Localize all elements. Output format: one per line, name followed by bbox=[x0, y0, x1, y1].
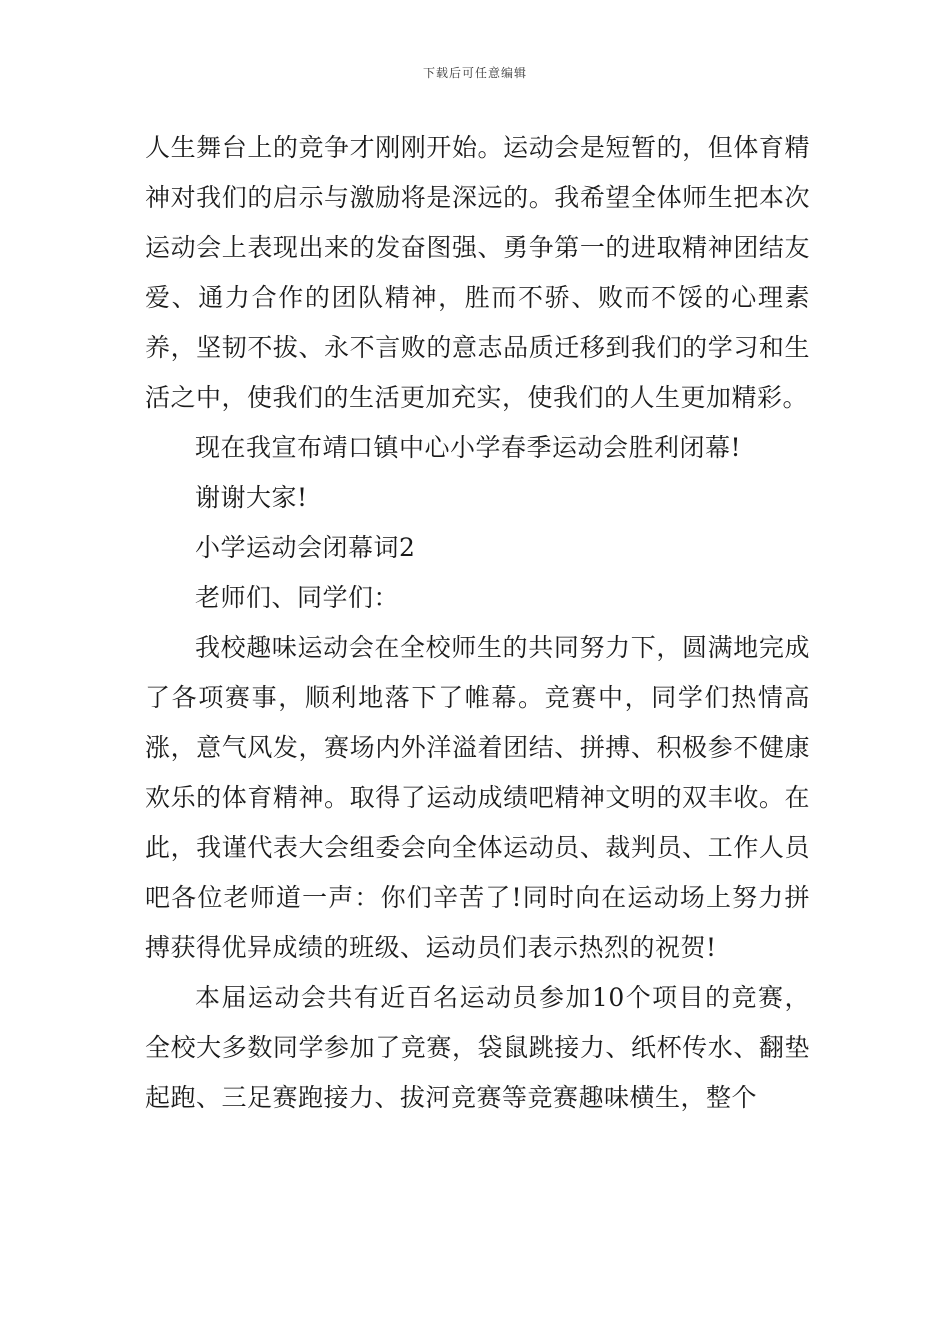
document-body bbox=[145, 123, 810, 1123]
paragraph-summary: 我校趣味运动会在全校师生的共同努力下，圆满地完成了各项赛事，顺利地落下了帷幕。竞赛中，同学们热情高涨，意气风发，赛场内外洋溢着团结、拼搏、积极参不健康欢乐的体育精神。取得了运动成绩吧精神文明的双丰收。在此，我谨代表大会组委会向全体运动员、裁判员、工作人员吧各位老师道一声：你们辛苦了!同时向在运动场上努力拼搏获得优异成绩的班级、运动员们表示热烈的祝贺! bbox=[145, 633, 810, 962]
paragraph-closing-announcement: 现在我宣布靖口镇中心小学春季运动会胜利闭幕! bbox=[195, 433, 742, 462]
header-note: 下载后可任意编辑 bbox=[422, 66, 527, 80]
paragraph-continuation: 人生舞台上的竞争才刚刚开始。运动会是短暂的，但体育精神对我们的启示与激励将是深远的。我希望全体师生把本次运动会上表现出来的发奋图强、勇争第一的进取精神团结友爱、通力合作的团队精神，胜而不骄、败而不馁的心理素养，坚韧不拔、永不言败的意志品质迁移到我们的学习和生活之中，使我们的生活更加充实，使我们的人生更加精彩。 bbox=[145, 133, 810, 412]
salutation: 老师们、同学们： bbox=[195, 583, 400, 612]
paragraph-events: 本届运动会共有近百名运动员参加10个项目的竞赛，全校大多数同学参加了竞赛，袋鼠跳接力、纸杯传水、翻垫起跑、三足赛跑接力、拔河竞赛等竞赛趣味横生，整个 bbox=[145, 983, 810, 1112]
section-title: 小学运动会闭幕词2 bbox=[195, 533, 416, 562]
paragraph-thanks: 谢谢大家! bbox=[195, 483, 308, 512]
